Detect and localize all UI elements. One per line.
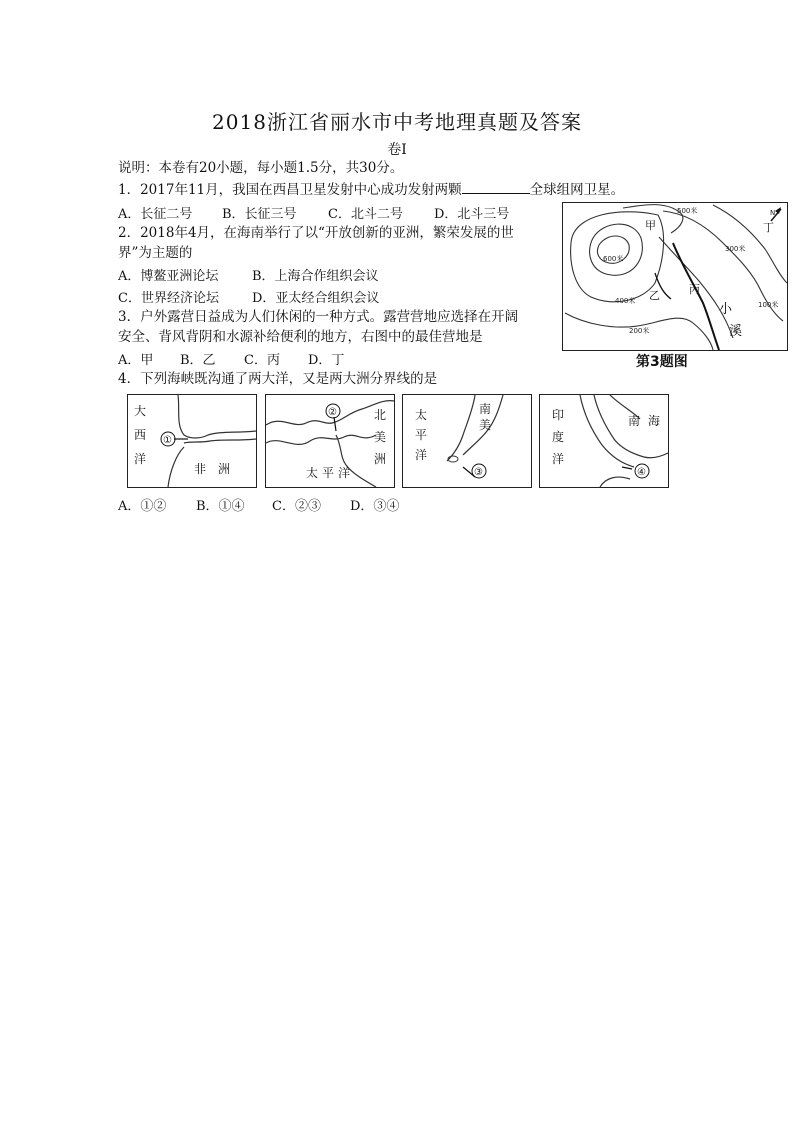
north-arrow-icon xyxy=(770,207,781,221)
question-2-option-b: B．上海合作组织会议 xyxy=(252,269,379,284)
instructions: 说明：本卷有20小题，每小题1.5分，共30分。 xyxy=(118,160,404,176)
contour-label-600: 600米 xyxy=(603,255,624,263)
strait-marker-3: ③ xyxy=(474,467,483,478)
map3-label-4: 南 xyxy=(479,402,492,416)
svg-text:N: N xyxy=(770,209,776,217)
map2-label-6: 洋 xyxy=(338,466,351,480)
river-label-char-1: 小 xyxy=(719,302,733,317)
question-1-stem-start: 1．2017年11月，我国在西昌卫星发射中心成功发射两颗 xyxy=(118,182,462,198)
contour-lines xyxy=(565,205,787,350)
question-4-option-a: A．①② xyxy=(118,499,167,514)
map2-label-1: 北 xyxy=(374,408,387,422)
contour-label-300: 300米 xyxy=(725,245,746,253)
question-3-stem-line-2: 安全、背风背阴和水源补给便利的地方，右图中的最佳营地是 xyxy=(118,329,483,345)
question-1-option-c: C．北斗二号 xyxy=(328,207,403,222)
map4-label-4: 南 xyxy=(628,414,641,428)
site-label-jia: 甲 xyxy=(645,219,656,232)
question-3-option-b: B．乙 xyxy=(180,353,216,368)
question-4-stem: 4．下列海峡既沟通了两大洋，又是两大洲分界线的是 xyxy=(118,371,438,387)
map4-label-5: 海 xyxy=(648,414,661,428)
strait-marker-1: ① xyxy=(163,435,172,446)
site-label-bing: 丙 xyxy=(689,283,700,296)
question-3-option-a: A．甲 xyxy=(118,353,154,368)
map4-label-2: 度 xyxy=(552,430,565,444)
river-line xyxy=(673,243,719,350)
answer-blank xyxy=(462,180,530,194)
question-2-stem-line-2: 界”为主题的 xyxy=(118,245,193,261)
contour-label-200: 200米 xyxy=(629,327,650,335)
map2-label-3: 洲 xyxy=(374,452,387,466)
question-2-option-d: D．亚太经合组织会议 xyxy=(252,291,380,306)
question-3-option-d: D．丁 xyxy=(308,353,345,368)
map3-label-2: 平 xyxy=(415,428,428,442)
strait-map-4 xyxy=(539,394,669,488)
question-2-stem-line-1: 2．2018年4月，在海南举行了以“开放创新的亚洲，繁荣发展的世 xyxy=(118,225,514,241)
question-1-option-d: D．北斗三号 xyxy=(434,207,510,222)
map4-label-1: 印 xyxy=(552,408,565,422)
site-label-ding: 丁 xyxy=(763,221,774,234)
contour-map xyxy=(563,203,787,350)
volume-heading: 卷Ⅰ xyxy=(387,142,407,158)
strait-marker-2: ② xyxy=(328,407,337,418)
map1-label-4: 非 xyxy=(194,462,207,476)
question-2-option-a: A．博鳌亚洲论坛 xyxy=(118,269,219,284)
contour-map-figure xyxy=(562,202,788,351)
question-1-option-b: B．长征三号 xyxy=(222,207,297,222)
question-3-option-c: C．丙 xyxy=(244,353,280,368)
contour-label-400: 400米 xyxy=(615,297,636,305)
page-title: 2018浙江省丽水市中考地理真题及答案 xyxy=(212,110,582,134)
map1-label-3: 洋 xyxy=(134,452,147,466)
map3-label-5: 美 xyxy=(479,418,492,432)
site-label-yi: 乙 xyxy=(649,289,660,302)
question-4-option-c: C．②③ xyxy=(272,499,321,514)
map3-label-3: 洋 xyxy=(415,448,428,462)
map2-label-2: 美 xyxy=(374,430,387,444)
map2-label-5: 平 xyxy=(322,466,335,480)
contour-label-500: 500米 xyxy=(677,207,698,215)
map2-label-4: 太 xyxy=(306,466,319,480)
question-2-option-c: C．世界经济论坛 xyxy=(118,291,219,306)
contour-map-caption: 第3题图 xyxy=(636,354,688,370)
map4-label-3: 洋 xyxy=(552,452,565,466)
question-4-option-d: D．③④ xyxy=(350,499,400,514)
question-3-stem-line-1: 3．户外露营日益成为人们休闲的一种方式。露营营地应选择在开阔 xyxy=(118,309,519,325)
strait-map-1 xyxy=(127,394,257,488)
river-label-char-2: 溪 xyxy=(729,324,743,339)
question-4-option-b: B．①④ xyxy=(196,499,245,514)
map3-label-1: 太 xyxy=(415,408,428,422)
strait-map-2 xyxy=(265,394,395,488)
map1-label-1: 大 xyxy=(134,404,147,418)
question-1-stem-end: 全球组网卫星。 xyxy=(529,182,625,198)
question-1-stem xyxy=(118,180,624,200)
contour-label-100: 100米 xyxy=(758,301,779,309)
map1-label-5: 洲 xyxy=(218,462,231,476)
strait-marker-4: ④ xyxy=(637,467,646,478)
question-1-option-a: A．长征二号 xyxy=(118,207,193,222)
map1-label-2: 西 xyxy=(134,428,147,442)
strait-map-3 xyxy=(402,394,532,488)
